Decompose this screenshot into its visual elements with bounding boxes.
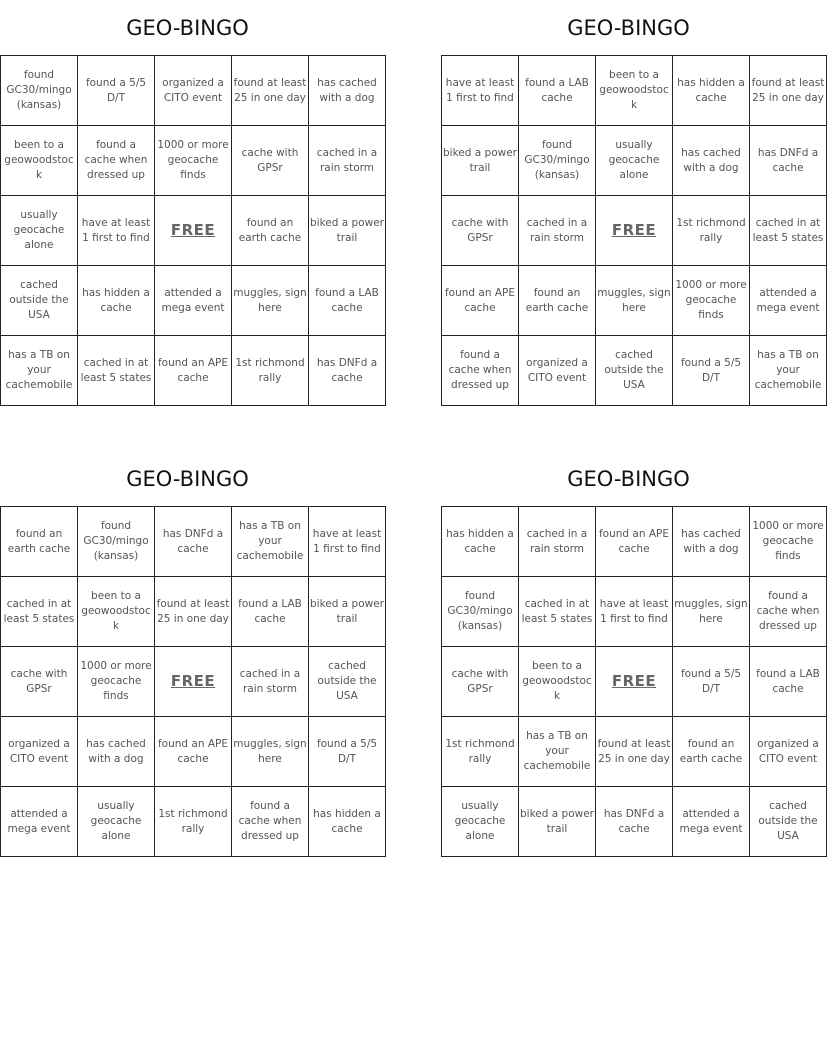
- bingo-cell: has a TB on your cachemobile: [750, 336, 827, 406]
- grid-row: [442, 56, 827, 126]
- bingo-cell: usually geocache alone: [1, 196, 78, 266]
- bingo-grid: [441, 506, 827, 857]
- bingo-cell: 1000 or more geocache finds: [750, 507, 827, 577]
- bingo-cell: cache with GPSr: [442, 196, 519, 266]
- bingo-cell: has hidden a cache: [78, 266, 155, 336]
- bingo-cell: usually geocache alone: [442, 787, 519, 857]
- bingo-cell: found a 5/5 D/T: [78, 56, 155, 126]
- bingo-cell: found GC30/mingo (kansas): [1, 56, 78, 126]
- bingo-cell: cached outside the USA: [309, 647, 386, 717]
- card-title: GEO-BINGO: [567, 16, 690, 40]
- bingo-cell: been to a geowoodstock: [78, 577, 155, 647]
- bingo-cell: attended a mega event: [750, 266, 827, 336]
- grid-row: [1, 196, 386, 266]
- bingo-cell: found a LAB cache: [750, 647, 827, 717]
- bingo-cell: cache with GPSr: [442, 647, 519, 717]
- bingo-grid: [441, 55, 827, 406]
- bingo-cell: found an APE cache: [442, 266, 519, 336]
- bingo-cell: found a cache when dressed up: [750, 577, 827, 647]
- bingo-grid: [0, 55, 386, 406]
- bingo-grid: [0, 506, 386, 857]
- bingo-cell: found a LAB cache: [309, 266, 386, 336]
- card-title: GEO-BINGO: [126, 467, 249, 491]
- free-space-cell: FREE: [155, 647, 232, 717]
- bingo-cell: has DNFd a cache: [309, 336, 386, 406]
- bingo-cell: cached in a rain storm: [519, 196, 596, 266]
- bingo-cell: attended a mega event: [155, 266, 232, 336]
- bingo-cell: have at least 1 first to find: [596, 577, 673, 647]
- grid-row: [1, 266, 386, 336]
- grid-row: [442, 647, 827, 717]
- bingo-cell: cache with GPSr: [1, 647, 78, 717]
- bingo-cell: found an earth cache: [519, 266, 596, 336]
- grid-row: [442, 507, 827, 577]
- bingo-cell: found an APE cache: [596, 507, 673, 577]
- grid-row: [442, 196, 827, 266]
- bingo-cell: 1st richmond rally: [232, 336, 309, 406]
- bingo-cell: muggles, sign here: [232, 717, 309, 787]
- bingo-cell: found a cache when dressed up: [442, 336, 519, 406]
- bingo-cell: found at least 25 in one day: [596, 717, 673, 787]
- bingo-cell: usually geocache alone: [78, 787, 155, 857]
- bingo-cell: found a 5/5 D/T: [673, 336, 750, 406]
- bingo-cell: found a LAB cache: [232, 577, 309, 647]
- bingo-cell: found an earth cache: [232, 196, 309, 266]
- bingo-cell: has cached with a dog: [78, 717, 155, 787]
- grid-row: [1, 507, 386, 577]
- bingo-cell: cached in a rain storm: [519, 507, 596, 577]
- bingo-cell: cached in at least 5 states: [1, 577, 78, 647]
- bingo-cell: 1000 or more geocache finds: [78, 647, 155, 717]
- bingo-cell: has DNFd a cache: [596, 787, 673, 857]
- grid-row: [442, 717, 827, 787]
- bingo-cell: muggles, sign here: [596, 266, 673, 336]
- free-space-cell: FREE: [596, 196, 673, 266]
- bingo-cell: has cached with a dog: [673, 126, 750, 196]
- bingo-cell: cached in at least 5 states: [519, 577, 596, 647]
- bingo-cell: 1st richmond rally: [442, 717, 519, 787]
- bingo-cell: found GC30/mingo (kansas): [442, 577, 519, 647]
- card-title: GEO-BINGO: [126, 16, 249, 40]
- bingo-cell: has DNFd a cache: [750, 126, 827, 196]
- bingo-cell: found a LAB cache: [519, 56, 596, 126]
- bingo-cell: found an APE cache: [155, 336, 232, 406]
- bingo-cell: has cached with a dog: [673, 507, 750, 577]
- bingo-cell: been to a geowoodstock: [596, 56, 673, 126]
- bingo-cell: 1000 or more geocache finds: [155, 126, 232, 196]
- free-space-cell: FREE: [596, 647, 673, 717]
- bingo-cell: cached in at least 5 states: [750, 196, 827, 266]
- grid-row: [442, 787, 827, 857]
- bingo-cell: biked a power trail: [442, 126, 519, 196]
- bingo-cell: cached outside the USA: [1, 266, 78, 336]
- bingo-cell: has a TB on your cachemobile: [232, 507, 309, 577]
- bingo-cell: found GC30/mingo (kansas): [519, 126, 596, 196]
- bingo-cell: biked a power trail: [309, 577, 386, 647]
- grid-row: [1, 577, 386, 647]
- bingo-cell: been to a geowoodstock: [1, 126, 78, 196]
- bingo-cell: muggles, sign here: [673, 577, 750, 647]
- grid-row: [1, 787, 386, 857]
- bingo-cell: found a 5/5 D/T: [673, 647, 750, 717]
- bingo-cell: has a TB on your cachemobile: [1, 336, 78, 406]
- bingo-cell: organized a CITO event: [155, 56, 232, 126]
- grid-row: [442, 336, 827, 406]
- bingo-cell: cached in a rain storm: [309, 126, 386, 196]
- grid-row: [442, 266, 827, 336]
- bingo-cell: has hidden a cache: [309, 787, 386, 857]
- bingo-cell: cached outside the USA: [596, 336, 673, 406]
- grid-row: [1, 647, 386, 717]
- bingo-cell: organized a CITO event: [1, 717, 78, 787]
- grid-row: [1, 126, 386, 196]
- bingo-cell: organized a CITO event: [750, 717, 827, 787]
- bingo-cell: has hidden a cache: [673, 56, 750, 126]
- bingo-cell: cached in a rain storm: [232, 647, 309, 717]
- bingo-cell: found an earth cache: [673, 717, 750, 787]
- bingo-cell: attended a mega event: [1, 787, 78, 857]
- bingo-cell: found a 5/5 D/T: [309, 717, 386, 787]
- bingo-cell: found a cache when dressed up: [232, 787, 309, 857]
- bingo-cell: muggles, sign here: [232, 266, 309, 336]
- bingo-cell: 1000 or more geocache finds: [673, 266, 750, 336]
- bingo-cell: cache with GPSr: [232, 126, 309, 196]
- grid-row: [1, 56, 386, 126]
- bingo-cell: been to a geowoodstock: [519, 647, 596, 717]
- bingo-cell: organized a CITO event: [519, 336, 596, 406]
- bingo-cell: cached outside the USA: [750, 787, 827, 857]
- grid-row: [1, 336, 386, 406]
- bingo-cell: has a TB on your cachemobile: [519, 717, 596, 787]
- bingo-cell: has cached with a dog: [309, 56, 386, 126]
- bingo-cell: found an earth cache: [1, 507, 78, 577]
- grid-row: [1, 717, 386, 787]
- bingo-cell: found at least 25 in one day: [232, 56, 309, 126]
- bingo-cell: found at least 25 in one day: [155, 577, 232, 647]
- bingo-cell: have at least 1 first to find: [442, 56, 519, 126]
- bingo-cell: found GC30/mingo (kansas): [78, 507, 155, 577]
- bingo-cell: have at least 1 first to find: [309, 507, 386, 577]
- bingo-cell: 1st richmond rally: [673, 196, 750, 266]
- bingo-cell: found an APE cache: [155, 717, 232, 787]
- bingo-cell: has DNFd a cache: [155, 507, 232, 577]
- bingo-cell: usually geocache alone: [596, 126, 673, 196]
- bingo-cell: 1st richmond rally: [155, 787, 232, 857]
- free-space-cell: FREE: [155, 196, 232, 266]
- bingo-cell: biked a power trail: [519, 787, 596, 857]
- grid-row: [442, 577, 827, 647]
- bingo-cell: have at least 1 first to find: [78, 196, 155, 266]
- bingo-cell: has hidden a cache: [442, 507, 519, 577]
- grid-row: [442, 126, 827, 196]
- bingo-cell: cached in at least 5 states: [78, 336, 155, 406]
- bingo-cell: biked a power trail: [309, 196, 386, 266]
- bingo-cell: found at least 25 in one day: [750, 56, 827, 126]
- bingo-cell: attended a mega event: [673, 787, 750, 857]
- bingo-cell: found a cache when dressed up: [78, 126, 155, 196]
- card-title: GEO-BINGO: [567, 467, 690, 491]
